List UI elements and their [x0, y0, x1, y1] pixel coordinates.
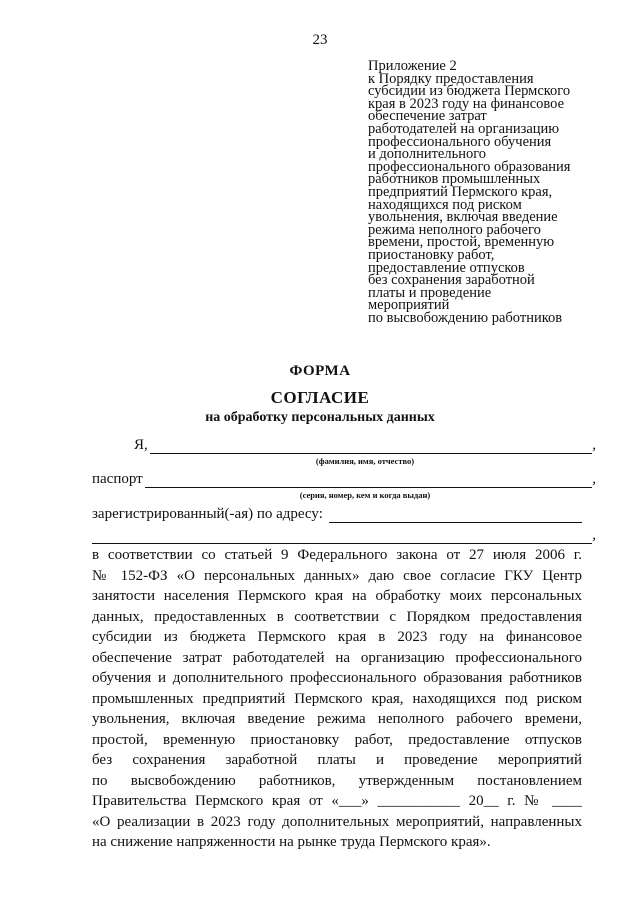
address-field[interactable] [329, 508, 582, 523]
name-field-row [134, 437, 596, 454]
name-field[interactable] [150, 439, 592, 454]
appendix-line: времени, простой, временную [368, 234, 555, 251]
appendix-line: без сохранения заработной [368, 272, 535, 289]
body-line: в соответствии со статьей 9 Федерального закона от 27 июля 2006 г. [92, 547, 582, 563]
appendix-line: и дополнительного [368, 146, 487, 163]
address-comma: , [592, 527, 596, 543]
page-number: 23 [312, 32, 328, 48]
address-field-2[interactable] [92, 529, 592, 544]
appendix-line: предприятий Пермского края, [368, 183, 553, 200]
body-line: простой, временную приостановку работ, предоставление отпусков [92, 731, 582, 748]
document-title: СОГЛАСИЕ [270, 388, 370, 407]
appendix-line: по высвобождению работников [368, 309, 563, 326]
passport-field-row [92, 471, 596, 488]
appendix-header [368, 60, 628, 324]
name-comma: , [592, 437, 596, 453]
appendix-line: к Порядку предоставления [368, 70, 534, 87]
appendix-line: находящихся под риском [368, 196, 522, 213]
body-line: занятости населения Пермского края на обработку моих персональных [92, 588, 582, 604]
appendix-line: профессионального обучения [368, 133, 552, 150]
appendix-line: работодателей на организацию [368, 120, 560, 137]
passport-field[interactable] [145, 473, 593, 488]
appendix-line: предоставление отпусков [368, 259, 525, 276]
appendix-line: приостановку работ, [368, 246, 495, 263]
passport-hint: (серия, номер, кем и когда выдан) [299, 490, 431, 500]
address-field-row-2 [92, 527, 596, 544]
body-line: № 152-ФЗ «О персональных данных» даю свое согласие ГКУ Центр [92, 567, 582, 584]
appendix-line: края в 2023 году на финансовое [368, 95, 565, 112]
passport-label: паспорт [92, 471, 143, 487]
body-line: промышленных предприятий Пермского края, находящихся под риском [92, 690, 582, 707]
appendix-line: обеспечение затрат [368, 108, 487, 125]
body-line: обеспечение затрат работодателей на организацию профессионального [92, 649, 582, 666]
document-subtitle: на обработку персональных данных [205, 410, 435, 425]
appendix-line: мероприятий [368, 297, 450, 314]
form-label: ФОРМА [289, 363, 351, 379]
appendix-line: режима неполного рабочего [368, 221, 541, 238]
appendix-line: профессионального образования [368, 158, 571, 175]
body-line: Правительства Пермского края от «___» ___________ 20__ г. № ____ [92, 793, 582, 809]
address-field-row [92, 506, 582, 523]
address-label: зарегистрированный(-ая) по адресу: [92, 506, 323, 522]
consent-body [92, 545, 582, 853]
appendix-line: Приложение 2 [368, 58, 457, 74]
body-line: субсидии из бюджета Пермского края в 2023 году на финансовое [92, 629, 582, 645]
body-line: по высвобождению работников, утвержденным постановлением [92, 772, 582, 789]
appendix-line: субсидии из бюджета Пермского [368, 83, 571, 100]
appendix-line: увольнения, включая введение [368, 209, 558, 226]
body-line: обучения и дополнительного профессионального образования работников [92, 670, 582, 686]
body-line: данных, предоставленных в соответствии с Порядком предоставления [92, 608, 582, 625]
name-prefix: Я, [134, 437, 148, 453]
name-hint: (фамилия, имя, отчество) [315, 456, 415, 466]
appendix-line: работников промышленных [368, 171, 541, 188]
passport-comma: , [592, 471, 596, 487]
body-line: «О реализации в 2023 году дополнительных мероприятий, направленных [92, 813, 582, 830]
body-line: без сохранения заработной платы и проведение мероприятий [92, 752, 582, 768]
body-line: на снижение напряженности на рынке труда Пермского края». [92, 834, 491, 850]
appendix-line: платы и проведение [368, 284, 492, 301]
body-line: увольнения, включая введение режима неполного рабочего времени, [92, 711, 582, 727]
